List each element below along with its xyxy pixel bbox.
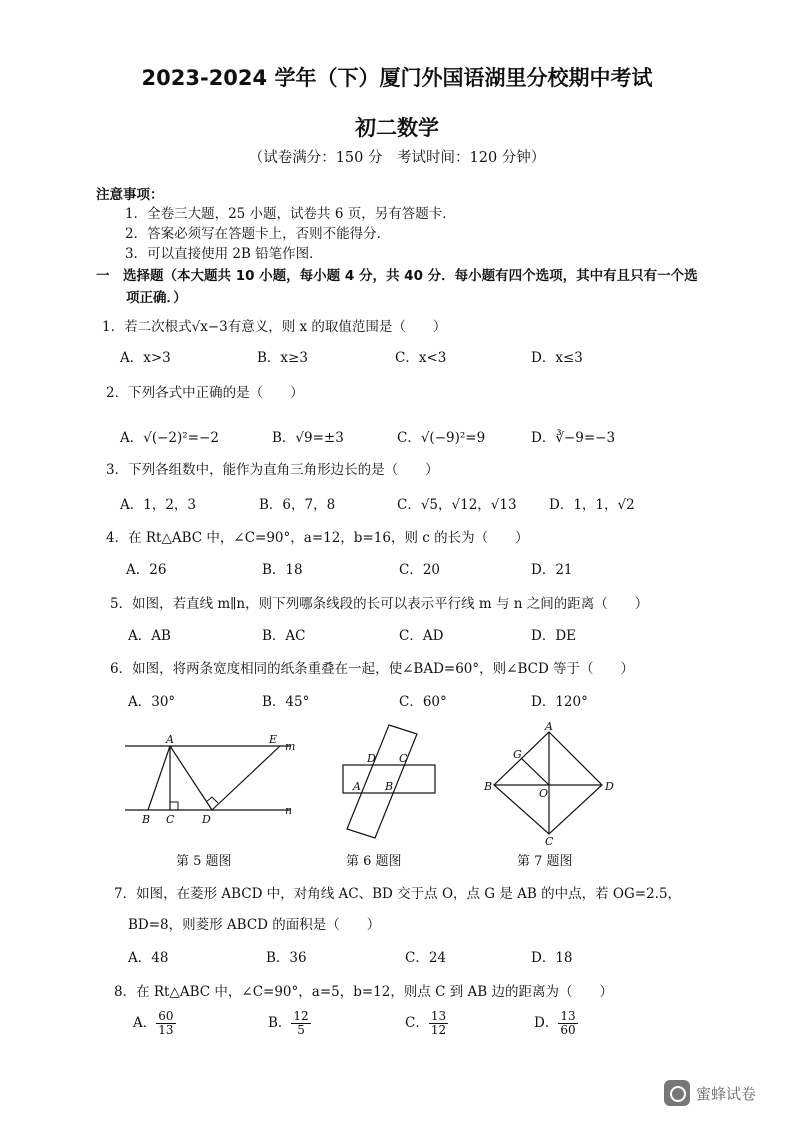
- q5-option-d[interactable]: D．DE: [531, 628, 577, 644]
- fraction: $\frac{13}{60}$: [560, 1009, 576, 1037]
- q5-option-b[interactable]: B．AC: [262, 628, 306, 644]
- question-7-stem: 7．如图，在菱形 ABCD 中，对角线 AC、BD 交于点 O，点 G 是 AB 的中点，若 OG=2.5，: [114, 886, 682, 902]
- q8-option-b[interactable]: [268, 1010, 311, 1037]
- fraction: $\frac{12}{5}$: [293, 1009, 309, 1037]
- q6-option-c[interactable]: C．60°: [399, 694, 447, 710]
- notes-heading: 注意事项：: [96, 187, 164, 203]
- question-6-stem: 6．如图，将两条宽度相同的纸条重叠在一起，使∠BAD=60°，则∠BCD 等于（ ）: [110, 661, 635, 677]
- q4-option-c[interactable]: C．20: [399, 562, 441, 578]
- fig5-label: C: [166, 813, 175, 826]
- exam-info: （试卷满分：150 分 考试时间：120 分钟）: [248, 150, 546, 166]
- q3-option-d[interactable]: D．1，1，√2: [549, 497, 635, 513]
- fig6-label: B: [385, 780, 394, 793]
- fig7-label: G: [513, 748, 522, 761]
- watermark-text: 蜜蜂试卷: [696, 1085, 757, 1103]
- q5-option-c[interactable]: C．AD: [399, 628, 444, 644]
- q6-option-a[interactable]: A．30°: [128, 694, 176, 710]
- question-3-stem: 3．下列各组数中，能作为直角三角形边长的是（ ）: [106, 462, 439, 478]
- q3-option-a[interactable]: A．1，2，3: [120, 497, 197, 513]
- question-7-stem-cont: BD=8，则菱形 ABCD 的面积是（ ）: [128, 917, 381, 933]
- fraction: $\frac{60}{13}$: [158, 1009, 174, 1037]
- q2-option-b[interactable]: B．√9=±3: [272, 430, 344, 446]
- note-item: 3．可以直接使用 2B 铅笔作图．: [125, 246, 323, 262]
- q6-option-b[interactable]: B．45°: [262, 694, 310, 710]
- question-5-stem: 5．如图，若直线 m∥n，则下列哪条线段的长可以表示平行线 m 与 n 之间的距离（ ）: [110, 596, 649, 612]
- fig5-label: E: [269, 733, 278, 746]
- figure-6-caption: 第 6 题图: [346, 854, 402, 869]
- fig7-label: C: [545, 835, 554, 847]
- fig5-label: D: [202, 813, 211, 826]
- q8-option-c-label: C．: [405, 1015, 429, 1031]
- q2-option-a[interactable]: A．√(−2)²=−2: [120, 430, 219, 446]
- fig7-label: A: [545, 722, 553, 733]
- fraction: $\frac{13}{12}$: [430, 1009, 447, 1037]
- q6-option-d[interactable]: D．120°: [531, 694, 588, 710]
- watermark: [664, 1078, 784, 1108]
- fig7-label: O: [539, 787, 549, 800]
- question-4-stem: 4．在 Rt△ABC 中，∠C=90°，a=12，b=16，则 c 的长为（ ）: [106, 530, 529, 546]
- q8-option-d[interactable]: [534, 1010, 578, 1037]
- fig6-label: C: [399, 752, 408, 765]
- q4-option-a[interactable]: A．26: [126, 562, 167, 578]
- figure-5: [120, 730, 300, 830]
- q8-option-d-label: D．: [534, 1015, 559, 1031]
- note-item: 1．全卷三大题，25 小题，试卷共 6 页，另有答题卡．: [125, 206, 456, 222]
- figure-6: [335, 720, 445, 840]
- question-8-stem: 8．在 Rt△ABC 中，∠C=90°，a=5，b=12，则点 C 到 AB 边的距离为（ ）: [114, 984, 614, 1000]
- q3-option-c[interactable]: C．√5，√12，√13: [397, 497, 517, 513]
- q1-option-b[interactable]: B．x≥3: [257, 350, 308, 366]
- q1-option-a[interactable]: A．x>3: [120, 350, 171, 366]
- fig7-label: B: [484, 780, 493, 793]
- q7-option-b[interactable]: B．36: [266, 950, 307, 966]
- q2-option-d[interactable]: D．∛−9=−3: [531, 430, 616, 446]
- exam-title: 2023-2024 学年（下）厦门外国语湖里分校期中考试: [141, 66, 653, 90]
- fig5-label: B: [142, 813, 151, 826]
- q1-option-c[interactable]: C．x<3: [395, 350, 447, 366]
- figure-7: [480, 722, 620, 847]
- q5-option-a[interactable]: A．AB: [128, 628, 171, 644]
- fig6-label: D: [367, 752, 376, 765]
- exam-subject: 初二数学: [355, 116, 439, 140]
- q8-option-c[interactable]: [405, 1010, 448, 1037]
- note-item: 2．答案必须写在答题卡上，否则不能得分．: [125, 226, 391, 242]
- fig7-label: D: [605, 780, 614, 793]
- fig5-label: m: [285, 740, 296, 753]
- figure-5-caption: 第 5 题图: [176, 854, 232, 869]
- fig5-label: n: [285, 804, 293, 817]
- q2-option-c[interactable]: C．√(−9)²=9: [397, 430, 486, 446]
- q4-option-b[interactable]: B．18: [262, 562, 303, 578]
- fig5-label: A: [166, 733, 174, 746]
- q7-option-c[interactable]: C．24: [405, 950, 447, 966]
- figure-7-caption: 第 7 题图: [517, 854, 573, 869]
- q1-option-d[interactable]: D．x≤3: [531, 350, 583, 366]
- q8-option-b-label: B．: [268, 1015, 292, 1031]
- q8-option-a-label: A．: [133, 1015, 157, 1031]
- q4-option-d[interactable]: D．21: [531, 562, 573, 578]
- question-1-stem: 1．若二次根式√x−3有意义，则 x 的取值范围是（ ）: [102, 319, 447, 335]
- question-2-stem: 2．下列各式中正确的是（ ）: [106, 385, 304, 401]
- section-heading: 一 选择题（本大题共 10 小题，每小题 4 分，共 40 分．每小题有四个选项，其中有且只有一个选: [96, 268, 698, 284]
- q7-option-d[interactable]: D．18: [531, 950, 573, 966]
- q8-option-a[interactable]: [133, 1010, 176, 1037]
- fig6-label: A: [353, 780, 361, 793]
- q7-option-a[interactable]: A．48: [128, 950, 169, 966]
- watermark-logo-icon: [664, 1080, 690, 1106]
- section-heading-cont: 项正确．）: [126, 290, 187, 306]
- q3-option-b[interactable]: B．6，7，8: [259, 497, 336, 513]
